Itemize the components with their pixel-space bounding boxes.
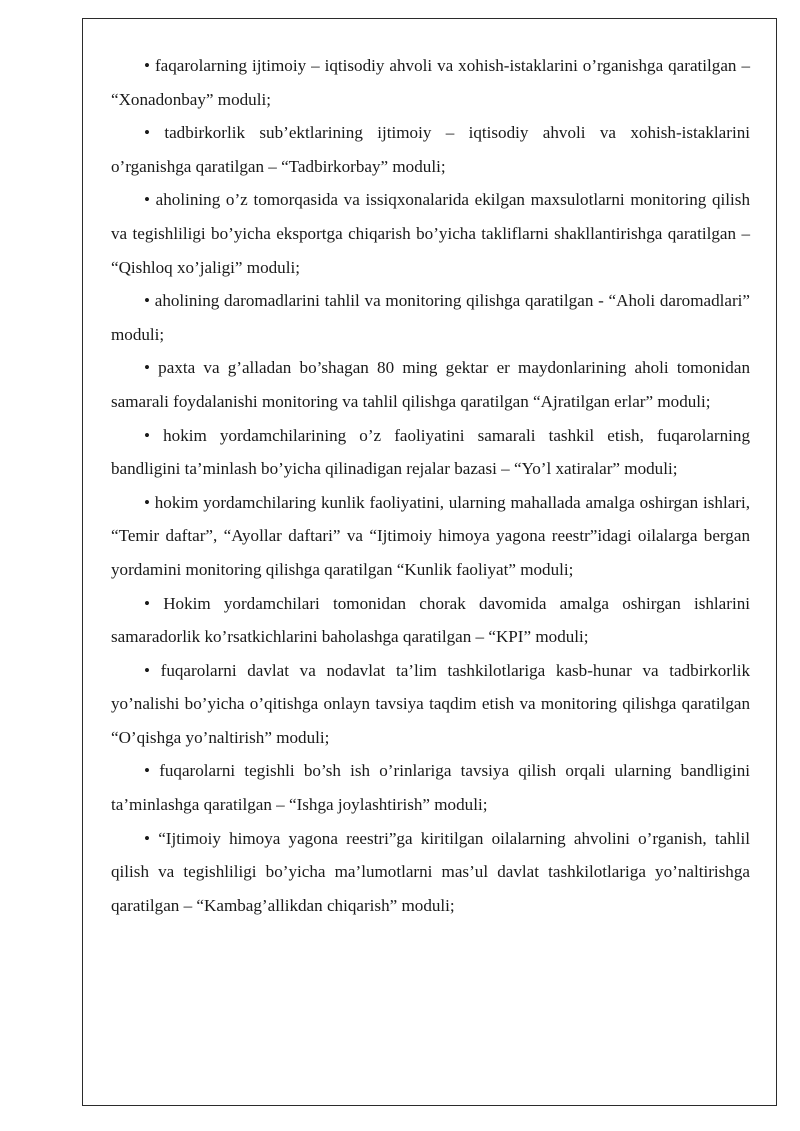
paragraph-kambagallikdan-chiqarish: • “Ijtimoiy himoya yagona reestri”ga kiritilgan oilalarning ahvolini o’rganish, tahlil qilish va tegishliligi bo’yicha ma’lumotlarni mas’ul davlat tashkilotlariga yo’naltirishga qaratilgan – “Kambag’allikdan chiqarish” moduli;	[111, 828, 750, 915]
paragraph-ishga-joylashtirish: • fuqarolarni tegishli bo’sh ish o’rinlariga tavsiya qilish orqali ularning bandligini ta’minlashga qaratilgan – “Ishga joylashtirish” moduli;	[111, 761, 750, 815]
paragraph-aholi-daromadlari: • aholining daromadlarini tahlil va monitoring qilishga qaratilgan - “Aholi daromadlari” moduli;	[111, 291, 750, 344]
paragraph-tadbirkorbay: • tadbirkorlik sub’ektlarining ijtimoiy – iqtisodiy ahvoli va xohish-istaklarini o’rganishga qaratilgan – “Tadbirkorbay” moduli;	[111, 123, 750, 176]
paragraph-ajratilgan-erlar: • paxta va g’alladan bo’shagan 80 ming gektar er maydonlarining aholi tomonidan samarali foydalanishi monitoring va tahlil qilishga qaratilgan “Ajratilgan erlar” moduli;	[111, 358, 750, 411]
paragraph-oqishga-yonaltirish: • fuqarolarni davlat va nodavlat ta’lim tashkilotlariga kasb-hunar va tadbirkorlik yo’nalishi bo’yicha o’qitishga onlayn tavsiya taqdim etish va monitoring qilishga qaratilgan “O’qishga yo’naltirish” moduli;	[111, 660, 750, 747]
paragraph-xonadonbay: • faqarolarning ijtimoiy – iqtisodiy ahvoli va xohish-istaklarini o’rganishga qaratilgan – “Xonadonbay” moduli;	[111, 56, 750, 109]
paragraph-qishloq-xojaligi: • aholining o’z tomorqasida va issiqxonalarida ekilgan maxsulotlarni monitoring qilish va tegishliligi bo’yicha eksportga chiqarish bo’yicha takliflarni shakllantirishga qaratilgan – “Qishloq xo’jaligi” moduli;	[111, 190, 750, 277]
paragraph-kunlik-faoliyat: • hokim yordamchilaring kunlik faoliyatini, ularning mahallada amalga oshirgan ishlari, “Temir daftar”, “Ayollar daftari” va “Ijtimoiy himoya yagona reestr”idagi oilalarga bergan yordamini monitoring qilishga qaratilgan “Kunlik faoliyat” moduli;	[111, 492, 750, 579]
paragraph-yol-xatiralar: • hokim yordamchilarining o’z faoliyatini samarali tashkil etish, fuqarolarning bandligini ta’minlash bo’yicha qilinadigan rejalar bazasi – “Yo’l xatiralar” moduli;	[111, 425, 750, 479]
paragraph-kpi: • Hokim yordamchilari tomonidan chorak davomida amalga oshirgan ishlarini samaradorlik ko’rsatkichlarini baholashga qaratilgan – “KPI” moduli;	[111, 593, 750, 647]
document-body	[111, 49, 750, 922]
